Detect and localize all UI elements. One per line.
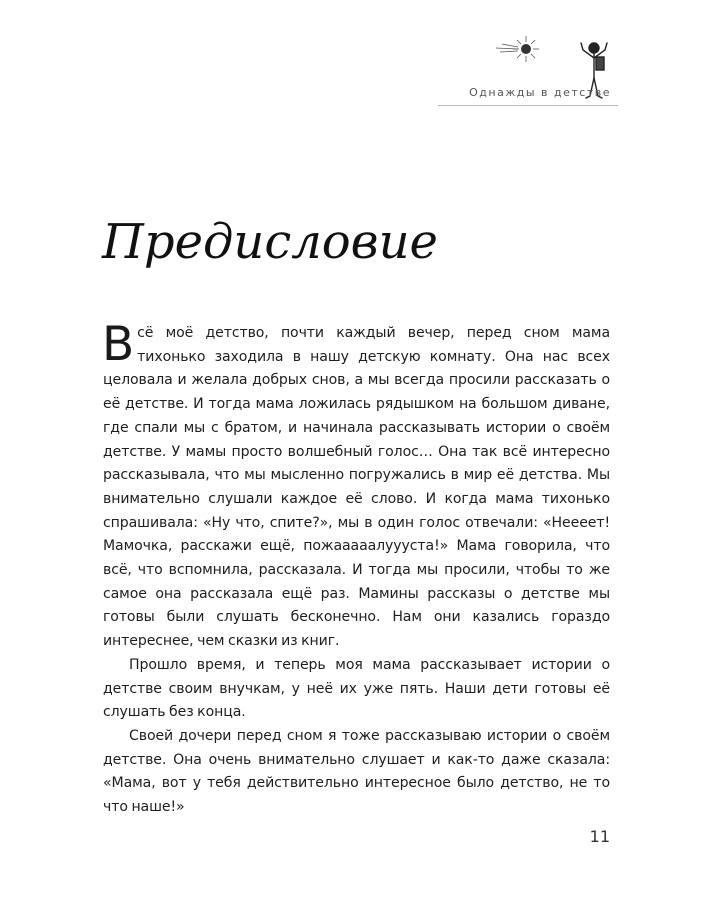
- paragraph-3: Своей дочери перед сном я тоже рассказываю истории о своём детстве. Она очень внимательно слушает и как-то даже сказала: «Мама, вот у тебя действительно интересное было детство, не то что наше!»: [103, 727, 610, 816]
- chapter-title: Предисловие: [102, 214, 438, 270]
- header-rule: [438, 105, 618, 106]
- page-number: 11: [589, 827, 610, 846]
- paragraph-2: Прошло время, и теперь моя мама рассказывает истории о детстве своим внучкам, у неё их уже пять. Наши дети готовы её слушать без конца.: [103, 656, 610, 721]
- paragraph-1: [102, 317, 610, 654]
- paragraph-1-text: сё моё детство, почти каждый вечер, перед сном мама тихонько заходила в нашу детскую комнату. Она нас всех целовала и желала добрых снов, а мы всегда просили рассказать о её детстве. И тогда мама ложилась рядышком на большом диване, где спали мы с братом, и начинала рассказывать истории о своём детстве. У мамы просто волшебный голос… Она так всё интересно рассказывала, что мы мысленно погружались в мир её детства. Мы внимательно слушали каждое её слово. И когда мама тихонько спрашивала: «Ну что, спите?», мы в один голос отвечали: «Нееeет! Мамочка, расскажи ещё, пожааааалуууста!» Мама говорила, что всё, что вспомнила, рассказала. И тогда мы просили, чтобы то же самое она рассказала ещё раз. Мамины рассказы о детстве мы готовы были слушать бесконечно. Нам они казались гораздо интереснее, чем сказки из книг.: [103, 325, 610, 650]
- sun-icon: [496, 36, 539, 62]
- body-text: [102, 317, 610, 820]
- running-header: Однажды в детстве: [469, 86, 611, 99]
- drop-cap: В: [102, 317, 135, 372]
